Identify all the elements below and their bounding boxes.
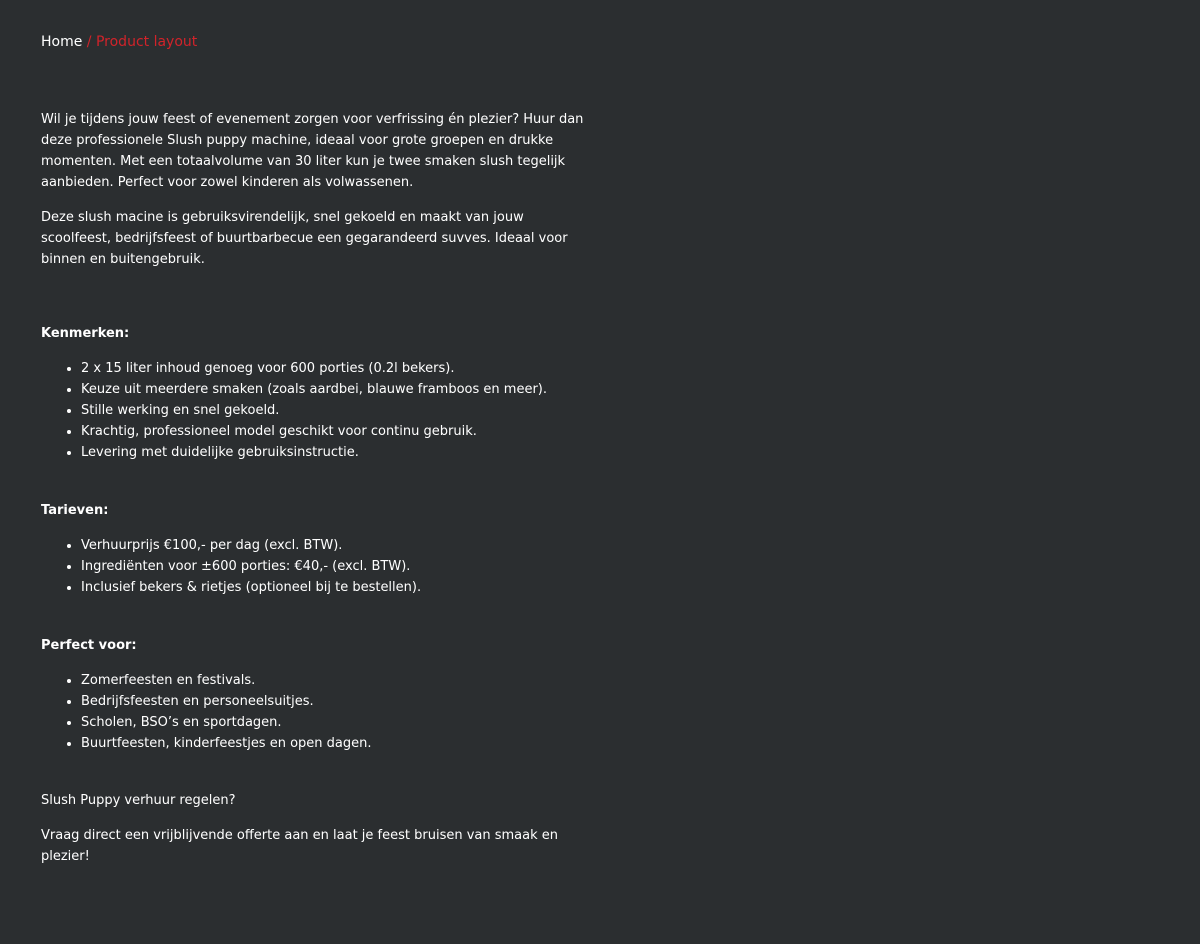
pricing-title: Tarieven: <box>41 503 109 518</box>
closing-question: Slush Puppy verhuur regelen? <box>41 793 236 808</box>
list-item: • Keuze uit meerdere smaken (zoals aardbei, blauwe framboos en meer). <box>81 379 586 400</box>
product-description <box>41 109 586 881</box>
list-item: • Levering met duidelijke gebruiksinstructie. <box>81 442 586 463</box>
features-list <box>41 358 586 463</box>
breadcrumb-separator: / <box>86 34 92 50</box>
intro-paragraph: Deze slush macine is gebruiksvirendelijk, snel gekoeld en maakt van jouw scoolfeest, bedrijfsfeest of buurtbarbecue een gegarandeerd suvves. Ideaal voor binnen en buitengebruik. <box>41 210 568 267</box>
breadcrumb <box>41 32 197 52</box>
breadcrumb-current-page: Product layout <box>95 34 198 50</box>
breadcrumb-home-link[interactable]: Home <box>41 34 83 50</box>
list-item: • Verhuurprijs €100,- per dag (excl. BTW). <box>81 535 586 556</box>
list-item: • Zomerfeesten en festivals. <box>81 670 586 691</box>
perfect-for-title: Perfect voor: <box>41 638 137 653</box>
pricing-list <box>41 535 586 598</box>
list-item: • Buurtfeesten, kinderfeestjes en open dagen. <box>81 733 586 754</box>
list-item: • Ingrediënten voor ±600 porties: €40,- (excl. BTW). <box>81 556 586 577</box>
list-item: • Inclusief bekers & rietjes (optioneel bij te bestellen). <box>81 577 586 598</box>
features-title: Kenmerken: <box>41 326 130 341</box>
list-item: • Bedrijfsfeesten en personeelsuitjes. <box>81 691 586 712</box>
intro-paragraph: Wil je tijdens jouw feest of evenement zorgen voor verfrissing én plezier? Huur dan deze professionele Slush puppy machine, ideaal voor grote groepen en drukke momenten. Met een totaalvolume van 30 liter kun je twee smaken slush tegelijk aanbieden. Perfect voor zowel kinderen als volwassenen. <box>41 112 584 190</box>
list-item: • Krachtig, professioneel model geschikt voor continu gebruik. <box>81 421 586 442</box>
list-item: • Stille werking en snel gekoeld. <box>81 400 586 421</box>
list-item: • Scholen, BSO’s en sportdagen. <box>81 712 586 733</box>
perfect-for-list <box>41 670 586 754</box>
closing-call-to-action: Vraag direct een vrijblijvende offerte aan en laat je feest bruisen van smaak en plezier! <box>41 828 559 864</box>
list-item: • 2 x 15 liter inhoud genoeg voor 600 porties (0.2l bekers). <box>81 358 586 379</box>
